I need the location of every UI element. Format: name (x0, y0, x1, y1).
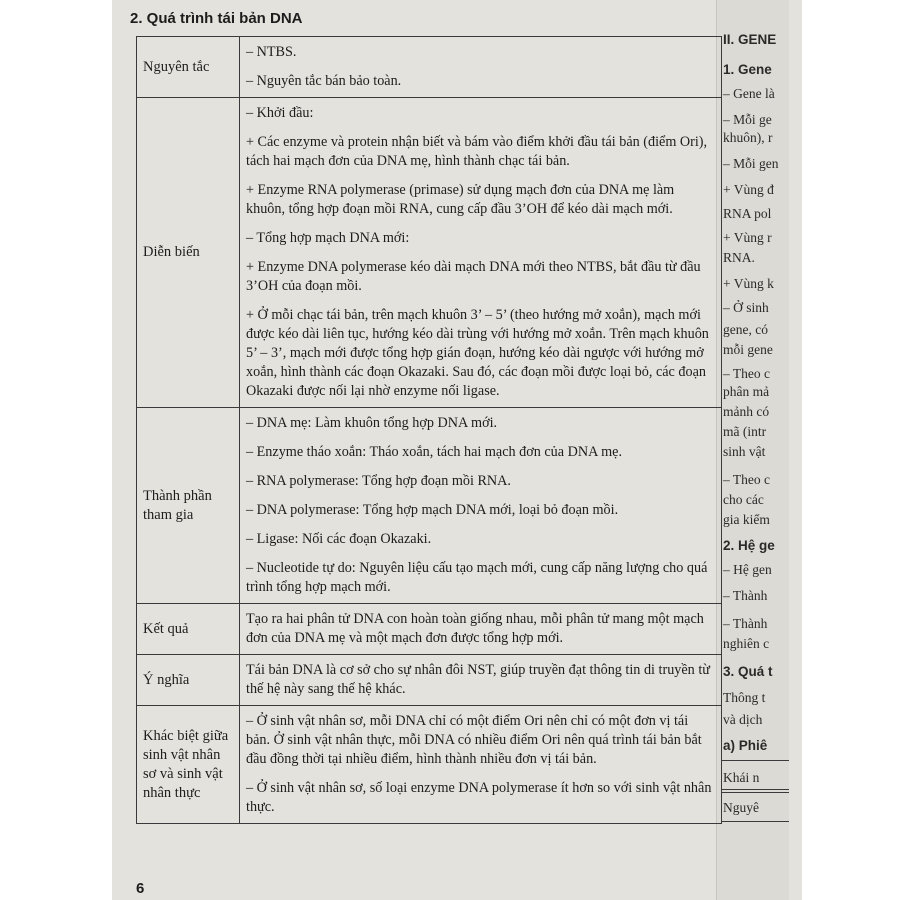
content-line: – Enzyme tháo xoắn: Tháo xoắn, tách hai mạch đơn của DNA mẹ. (246, 444, 623, 460)
right-page-line: gia kiểm (723, 512, 770, 527)
row-content (240, 655, 722, 706)
table-row (137, 37, 722, 98)
content-line: + Enzyme DNA polymerase kéo dài mạch DNA mới theo NTBS, bắt đầu từ đầu 3’OH của đoạn mồi. (246, 259, 701, 294)
content-line: + Ở mỗi chạc tái bản, trên mạch khuôn 3’ – 5’ (theo hướng mở xoắn), mạch mới được kéo dài liên tục, hướng kéo dài trùng với hướng mở xoắn. Trên mạch khuôn 5’ – 3’, mạch mới được tổng hợp gián đoạn, hướng kéo dài ngược với hướng mở xoắn, hình thành các đoạn Okazaki. Sau đó, các đoạn mồi được loại bỏ, các đoạn Okazaki được nối lại nhờ enzyme nối ligase. (246, 307, 709, 399)
right-page-line: gene, có (723, 322, 768, 337)
right-page (716, 0, 789, 900)
page-number: 6 (136, 880, 145, 897)
content-line: + Các enzyme và protein nhận biết và bám vào điểm khởi đầu tái bản (điểm Ori), tách hai mạch đơn của DNA mẹ, hình thành chạc tái bản. (246, 134, 708, 169)
right-page-line: sinh vật (723, 444, 766, 459)
right-page-line: – Gene là (723, 86, 775, 101)
right-page-line: 2. Hệ ge (723, 538, 775, 553)
right-page-line: mảnh có (723, 404, 770, 419)
content-line: – Ligase: Nối các đoạn Okazaki. (246, 531, 432, 547)
right-page-line: RNA pol (723, 206, 772, 221)
right-page-line: phân mả (723, 384, 770, 399)
right-page-line: 3. Quá t (723, 664, 773, 679)
right-page-line: + Vùng k (723, 276, 774, 291)
right-page-line: nghiên c (723, 636, 770, 651)
right-page-line: và dịch (723, 712, 763, 727)
right-page-line: khuôn), r (723, 130, 773, 145)
row-content (240, 98, 722, 408)
content-line: + Enzyme RNA polymerase (primase) sử dụng mạch đơn của DNA mẹ làm khuôn, tổng hợp đoạn mồi RNA, cung cấp đầu 3’OH để kéo dài mạch mới. (246, 182, 675, 217)
table-row (137, 604, 722, 655)
row-label: Khác biệt giữa sinh vật nhân sơ và sinh vật nhân thực (137, 706, 240, 824)
right-page-line: RNA. (723, 250, 755, 265)
right-page-line: a) Phiê (723, 738, 768, 753)
content-line: – Tổng hợp mạch DNA mới: (246, 230, 410, 246)
row-content (240, 706, 722, 824)
row-label: Nguyên tắc (137, 37, 240, 98)
table-row (137, 706, 722, 824)
row-label: Diễn biến (137, 98, 240, 408)
table-row (137, 98, 722, 408)
content-line: – DNA polymerase: Tổng hợp mạch DNA mới, loại bỏ đoạn mồi. (246, 502, 619, 518)
right-page-line: mỗi gene (723, 342, 773, 357)
right-page-line: – Thành (723, 616, 768, 631)
right-page-line: – Theo c (723, 472, 770, 487)
row-label: Thành phần tham gia (137, 408, 240, 604)
content-line: Tạo ra hai phân tử DNA con hoàn toàn giống nhau, mỗi phân tử mang một mạch đơn của DNA mẹ và một mạch đơn được tổng hợp mới. (246, 611, 704, 646)
right-page-line: – Ở sinh (723, 300, 769, 315)
right-page-line: Khái n (723, 770, 760, 785)
content-line: – Nucleotide tự do: Nguyên liệu cấu tạo mạch mới, cung cấp năng lượng cho quá trình tổng hợp mạch mới. (246, 560, 708, 595)
content-line: Tái bản DNA là cơ sở cho sự nhân đôi NST, giúp truyền đạt thông tin di truyền từ thế hệ này sang thế hệ khác. (246, 662, 710, 697)
right-page-line: – Mỗi ge (723, 112, 772, 127)
row-label: Kết quả (137, 604, 240, 655)
content-line: – Ở sinh vật nhân sơ, mỗi DNA chỉ có một điểm Ori nên chỉ có một đơn vị tái bản. Ở sinh vật nhân thực, mỗi DNA có nhiều điểm Ori nên quá trình tái bản bắt đầu đồng thời tại nhiều điểm, hình thành nhiều đơn vị tái bản. (246, 713, 702, 767)
right-page-line: – Hệ gen (723, 562, 772, 577)
right-page-line: II. GENE (723, 32, 777, 47)
right-page-line: – Thành (723, 588, 768, 603)
table-row (137, 408, 722, 604)
right-page-line: – Theo c (723, 366, 770, 381)
content-line: – NTBS. (246, 44, 297, 60)
right-page-line: cho các (723, 492, 764, 507)
row-content (240, 408, 722, 604)
row-content (240, 37, 722, 98)
row-label: Ý nghĩa (137, 655, 240, 706)
content-line: – Ở sinh vật nhân sơ, số loại enzyme DNA polymerase ít hơn so với sinh vật nhân thực. (246, 780, 712, 815)
content-line: – Nguyên tắc bán bảo toàn. (246, 73, 402, 89)
table-row (137, 655, 722, 706)
content-line: – DNA mẹ: Làm khuôn tổng hợp DNA mới. (246, 415, 498, 431)
right-page-line: mã (intr (723, 424, 767, 439)
content-line: – RNA polymerase: Tổng hợp đoạn mồi RNA. (246, 473, 511, 489)
row-content (240, 604, 722, 655)
content-line: – Khởi đầu: (246, 105, 314, 121)
right-page-table-cell (721, 760, 789, 790)
right-page-table-cell (721, 792, 789, 822)
right-page-line: + Vùng đ (723, 182, 774, 197)
section-title: 2. Quá trình tái bản DNA (130, 10, 303, 27)
right-page-line: + Vùng r (723, 230, 772, 245)
right-page-line: 1. Gene (723, 62, 772, 77)
right-page-line: Thông t (723, 690, 766, 705)
dna-replication-table (136, 36, 722, 824)
right-page-line: – Mỗi gen (723, 156, 779, 171)
right-page-line: Nguyê (723, 800, 759, 815)
